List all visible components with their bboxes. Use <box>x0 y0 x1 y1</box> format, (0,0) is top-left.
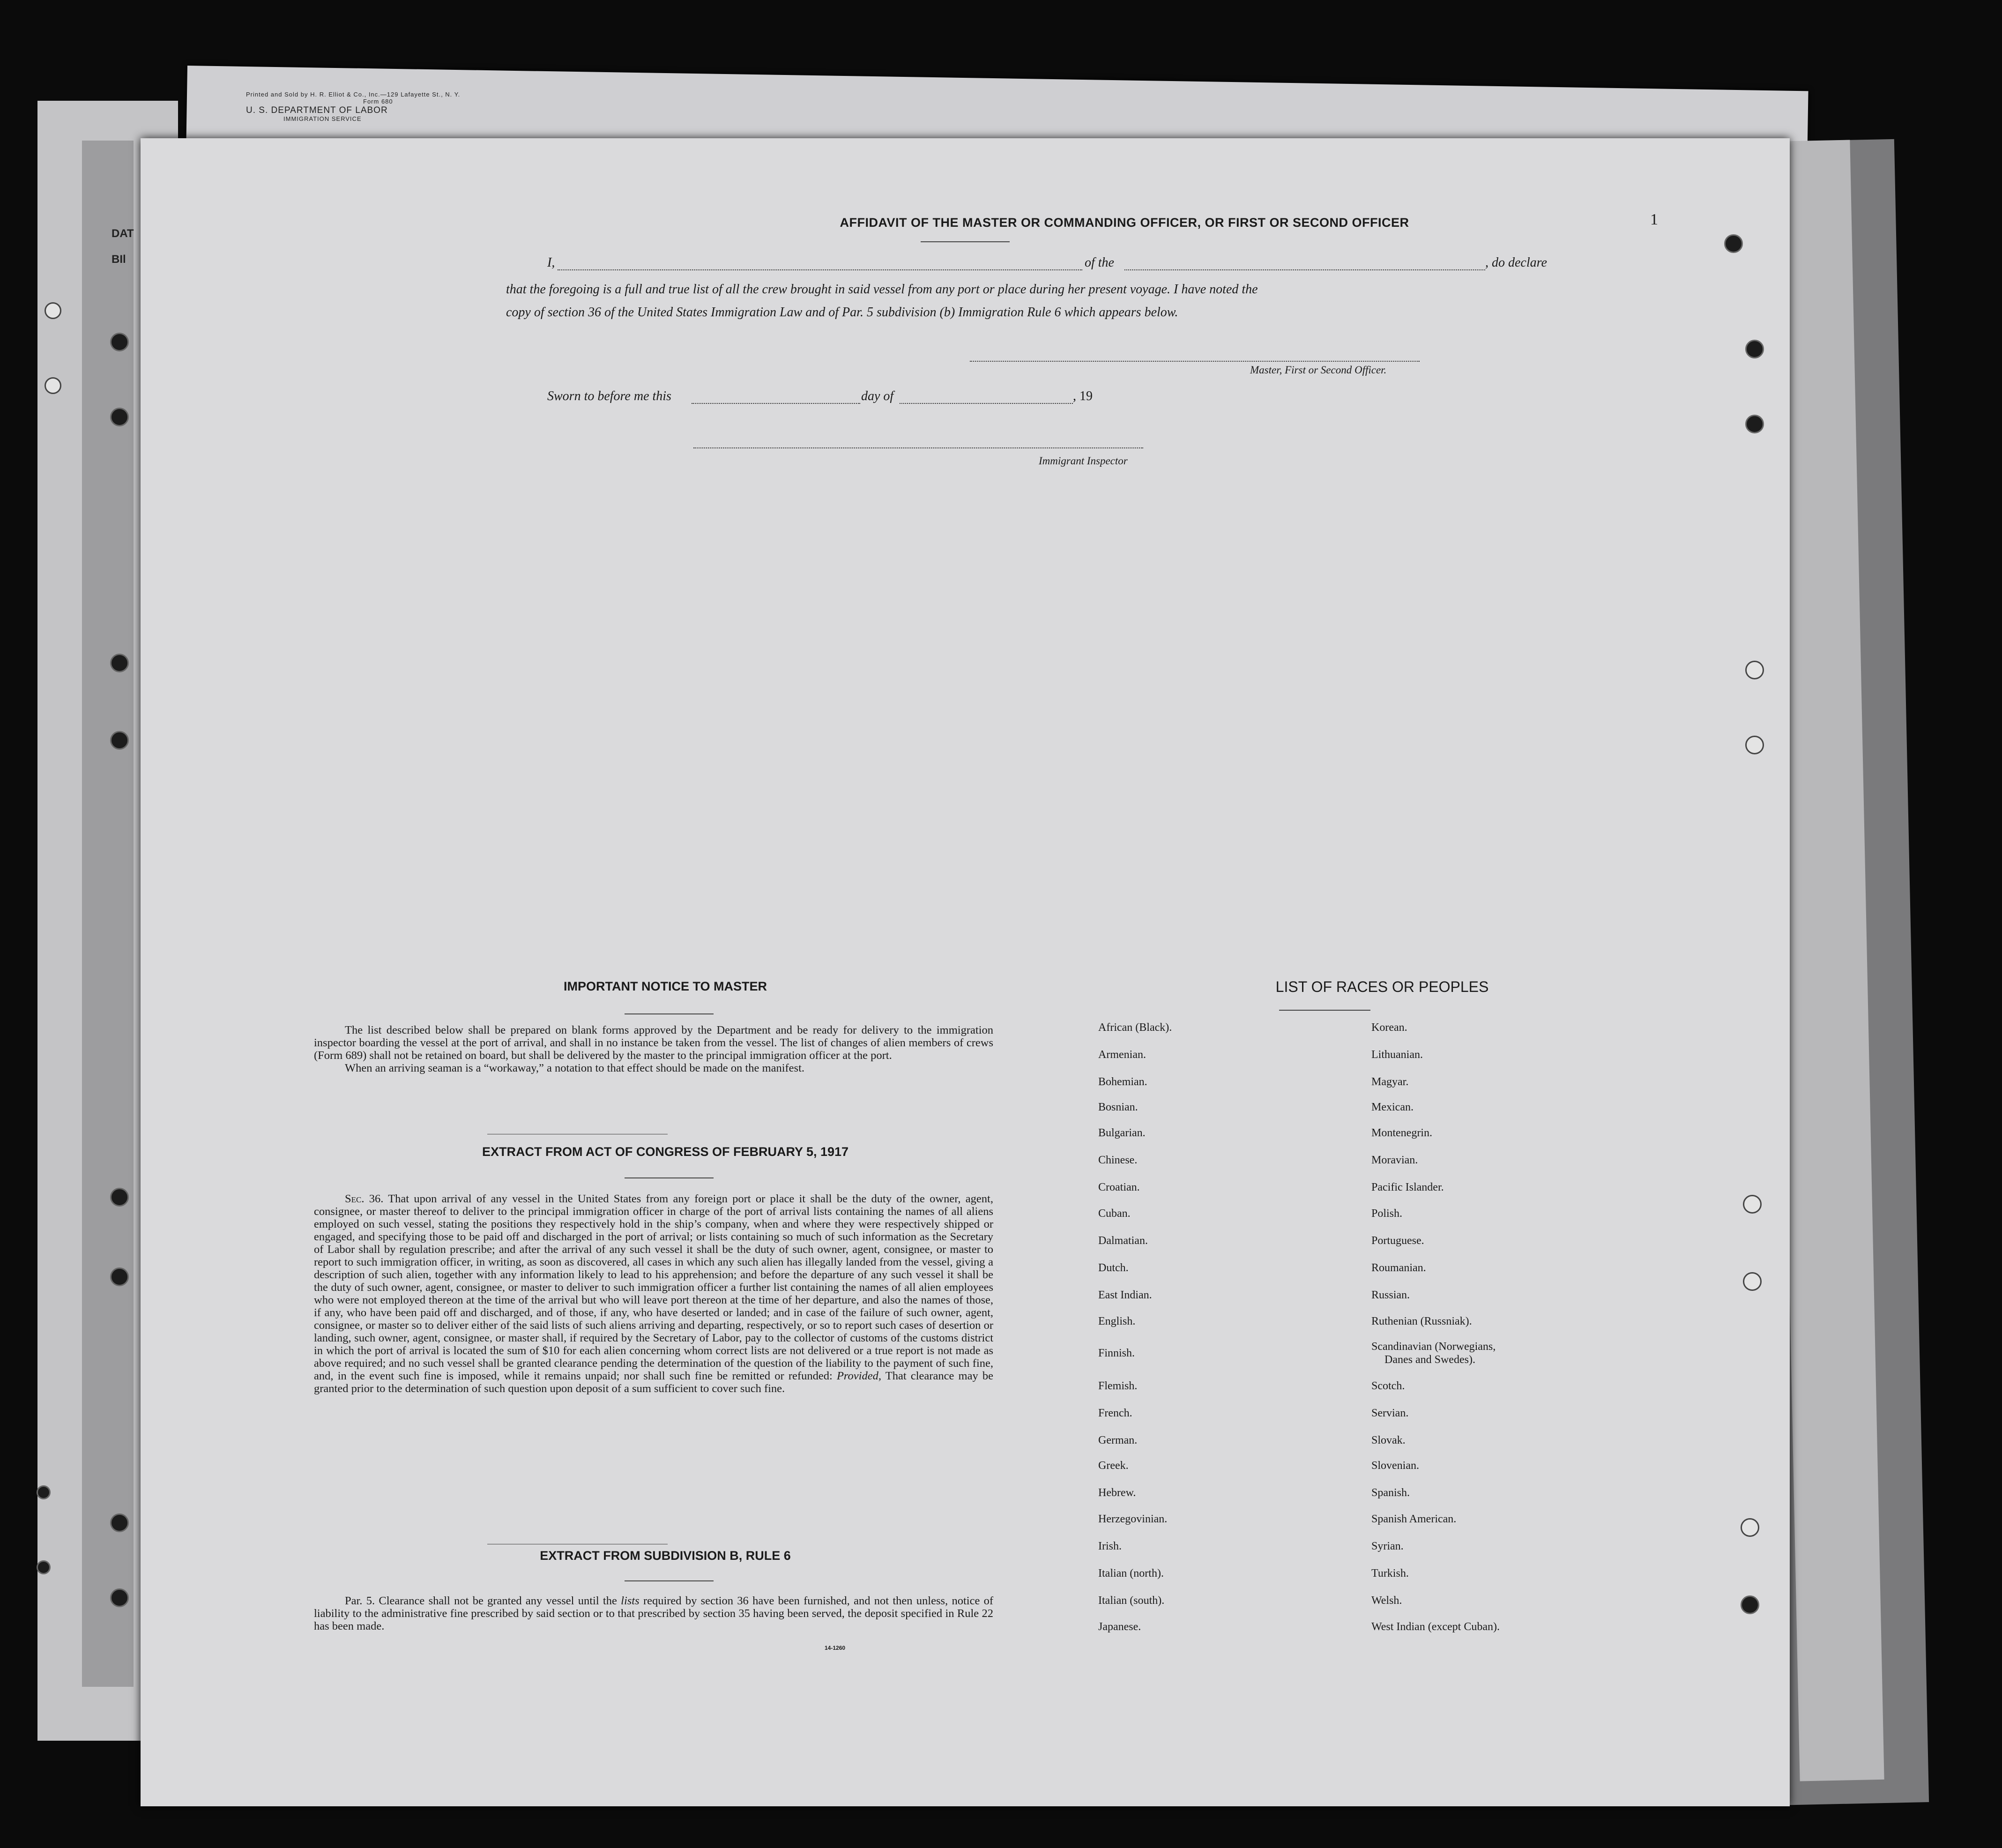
race-item: Mexican. <box>1371 1101 1414 1113</box>
binder-hole <box>1745 415 1764 433</box>
binder-hole <box>45 377 61 394</box>
race-item: Portuguese. <box>1371 1235 1424 1247</box>
master-signature-label: Master, First or Second Officer. <box>1250 364 1387 376</box>
race-item: German. <box>1098 1434 1138 1446</box>
race-item: French. <box>1098 1407 1132 1419</box>
extract-rule-rule <box>625 1580 714 1581</box>
race-item: African (Black). <box>1098 1021 1172 1034</box>
binder-hole <box>37 1560 51 1574</box>
provided-label: Provided, <box>836 1370 881 1382</box>
notice-paragraph: When an arriving seaman is a “workaway,” a notation to that effect should be made on the manifest. <box>345 1062 805 1074</box>
races-title-rule <box>1279 1010 1370 1011</box>
affidavit-line-3: copy of section 36 of the United States Immigration Law and of Par. 5 subdivision (b) Immigration Rule 6 which appears below. <box>506 305 1178 320</box>
race-item: English. <box>1098 1315 1136 1327</box>
race-item: Finnish. <box>1098 1347 1135 1359</box>
race-item: Scandinavian (Norwegians, <box>1371 1341 1496 1353</box>
notice-body <box>314 1024 993 1074</box>
race-item: Irish. <box>1098 1540 1122 1552</box>
races-title: LIST OF RACES OR PEOPLES <box>1275 978 1489 995</box>
rule-text-end: required by section 36 have been furnished, and not then unless, notice of liability to the administrative fine prescribed by said section or to that prescribed by section 35 having been served, the deposit specified in Rule 22 has been made. <box>314 1595 994 1632</box>
affidavit-page <box>141 138 1790 1806</box>
race-item: Spanish. <box>1371 1487 1410 1499</box>
binder-hole <box>1741 1595 1759 1614</box>
declarant-label: I, <box>547 255 555 270</box>
extract-act-rule <box>625 1177 714 1178</box>
declare-label: , do declare <box>1485 255 1547 270</box>
race-item-continuation: Danes and Swedes). <box>1384 1354 1475 1366</box>
race-item: Japanese. <box>1098 1621 1141 1633</box>
race-item: Montenegrin. <box>1371 1127 1432 1139</box>
race-item: Chinese. <box>1098 1154 1138 1166</box>
race-item: Armenian. <box>1098 1049 1146 1061</box>
form-number: Form 680 <box>363 97 393 105</box>
race-item: Bosnian. <box>1098 1101 1138 1113</box>
binder-hole <box>110 1267 129 1286</box>
race-item: Cuban. <box>1098 1207 1131 1220</box>
service-name: IMMIGRATION SERVICE <box>283 115 362 122</box>
binder-hole <box>110 1188 129 1207</box>
background-form-header <box>246 91 460 123</box>
section-label: Sec. 36. <box>345 1192 384 1205</box>
left-sheet-strip <box>82 141 134 1687</box>
notice-paragraph: The list described below shall be prepared on blank forms approved by the Department and be ready for delivery to the immigration inspector boarding the vessel at the port of arrival, and shall in no instance be taken from the vessel. The list of changes of alien members of crews (Form 689) shall not be retained on board, but shall be delivered by the master to the principal immigration officer at the port. <box>314 1024 993 1062</box>
sworn-month-field[interactable] <box>900 403 1073 404</box>
race-item: Roumanian. <box>1371 1262 1426 1274</box>
race-item: Bulgarian. <box>1098 1127 1146 1139</box>
sworn-label: Sworn to before me this <box>547 389 671 403</box>
binder-hole <box>110 333 129 351</box>
vessel-label: of the <box>1085 255 1114 270</box>
race-item: Italian (south). <box>1098 1595 1165 1607</box>
race-item: Scotch. <box>1371 1380 1405 1392</box>
section-36-text-end: That clearance may be granted prior to the determination of such question upon deposit of a sum sufficient to cover such fine. <box>314 1370 994 1395</box>
left-sheet-fragment: DAT <box>112 227 134 240</box>
sworn-day-field[interactable] <box>692 403 860 404</box>
race-item: Flemish. <box>1098 1380 1138 1392</box>
department-name: U. S. DEPARTMENT OF LABOR <box>246 105 388 115</box>
lists-label: lists <box>621 1595 640 1607</box>
race-item: Dutch. <box>1098 1262 1129 1274</box>
binder-hole <box>1745 340 1764 358</box>
race-item: Welsh. <box>1371 1595 1402 1607</box>
binder-hole <box>1743 1272 1762 1291</box>
extract-act-body <box>314 1192 993 1395</box>
race-item: Italian (north). <box>1098 1567 1164 1580</box>
affidavit-title: AFFIDAVIT OF THE MASTER OR COMMANDING OFFICER, OR FIRST OR SECOND OFFICER <box>840 216 1409 230</box>
race-item: Herzegovinian. <box>1098 1513 1168 1525</box>
vessel-name-field[interactable] <box>1124 269 1485 270</box>
year-label: , 19 <box>1073 389 1093 403</box>
race-item: Croatian. <box>1098 1181 1140 1193</box>
binder-hole <box>1743 1195 1762 1214</box>
section-36-text: That upon arrival of any vessel in the United States from any foreign port or place it shall be the duty of the owner, agent, consignee, or master thereof to deliver to the principal immigration officer in charge of the port of arrival lists containing the names of all aliens employed on such vessel, stating the positions they respectively hold in the ship’s company, when and where they were respectively shipped or engaged, and specifying those to be paid off and discharged in the port of arrival; or lists containing so much of such information as the Secretary of Labor shall by regulation prescribe; and after the arrival of any such vessel it shall be the duty of such owner, agent, consignee, or master to report to such immigration officer, in writing, as soon as discovered, all cases in which any such alien has illegally landed from the vessel, giving a description of such alien, together with any information likely to lead to his apprehension; and before the departure of any such vessel it shall be the duty of such owner, agent, consignee, or master to deliver to such immigration officer a further list containing the names of all alien employees who were not employed thereon at the time of the arrival but who will leave port thereon at the time of her departure, and also the names of those, if any, who have been paid off and discharged, and of those, if any, who have deserted or landed; and in case of the failure of such owner, agent, consignee, or master so to deliver either of the said lists of such aliens arriving and departing, respectively, or so to report such cases of desertion or landing, such owner, agent, consignee, or master shall, if required by the Secretary of Labor, pay to the collector of customs of the customs district in which the port of arrival is located the sum of $10 for each alien concerning whom correct lists are not delivered or a true report is not made as above required; and no such vessel shall be granted clearance pending the determination of the question of the liability to the payment of such fine, and, in the event such fine is imposed, while it remains unpaid; nor shall such fine be remitted or refunded: <box>314 1192 993 1382</box>
declarant-name-field[interactable] <box>558 269 1082 270</box>
binder-hole <box>37 1485 51 1499</box>
binder-hole <box>110 1513 129 1532</box>
inspector-signature-field[interactable] <box>693 447 1143 448</box>
rule-text-start: Par. 5. Clearance shall not be granted any vessel until the <box>345 1595 617 1607</box>
race-item: Syrian. <box>1371 1540 1404 1552</box>
page-number: 1 <box>1650 211 1658 228</box>
race-item: Korean. <box>1371 1021 1407 1034</box>
notice-title: IMPORTANT NOTICE TO MASTER <box>564 979 767 993</box>
affidavit-line-2: that the foregoing is a full and true list of all the crew brought in said vessel from any port or place during her present voyage. I have noted the <box>506 282 1258 297</box>
binder-hole <box>110 731 129 750</box>
race-item: Spanish American. <box>1371 1513 1457 1525</box>
binder-hole <box>1745 661 1764 679</box>
race-item: Hebrew. <box>1098 1487 1136 1499</box>
binder-hole <box>110 654 129 672</box>
extract-rule-title: EXTRACT FROM SUBDIVISION B, RULE 6 <box>540 1549 791 1563</box>
inspector-label: Immigrant Inspector <box>1039 455 1128 467</box>
extract-act-title: EXTRACT FROM ACT OF CONGRESS OF FEBRUARY 5, 1917 <box>482 1145 849 1159</box>
notice-title-rule <box>625 1013 714 1014</box>
race-item: Pacific Islander. <box>1371 1181 1444 1193</box>
binder-hole <box>1741 1518 1759 1537</box>
race-item: West Indian (except Cuban). <box>1371 1621 1500 1633</box>
print-code: 14-1260 <box>825 1645 846 1651</box>
race-item: Bohemian. <box>1098 1076 1147 1088</box>
binder-hole <box>110 1588 129 1607</box>
race-item: Russian. <box>1371 1289 1410 1301</box>
race-item: Servian. <box>1371 1407 1409 1419</box>
race-item: Greek. <box>1098 1460 1129 1472</box>
race-item: Moravian. <box>1371 1154 1418 1166</box>
left-sheet-fragment: BIl <box>112 253 126 266</box>
race-item: Dalmatian. <box>1098 1235 1148 1247</box>
title-rule <box>921 241 1010 242</box>
race-item: Slovenian. <box>1371 1460 1419 1472</box>
race-item: Turkish. <box>1371 1567 1409 1580</box>
race-item: Ruthenian (Russniak). <box>1371 1315 1472 1327</box>
binder-hole <box>1745 736 1764 754</box>
binder-hole <box>1724 234 1743 253</box>
master-signature-field[interactable] <box>970 361 1420 362</box>
printer-line: Printed and Sold by H. R. Elliot & Co., Inc.—129 Lafayette St., N. Y. <box>246 91 461 98</box>
race-item: Magyar. <box>1371 1076 1409 1088</box>
race-item: Slovak. <box>1371 1434 1406 1446</box>
binder-hole <box>45 302 61 319</box>
binder-hole <box>110 408 129 426</box>
race-item: East Indian. <box>1098 1289 1152 1301</box>
day-of-label: day of <box>861 389 894 403</box>
race-item: Polish. <box>1371 1207 1403 1220</box>
extract-rule-body <box>314 1595 993 1632</box>
race-item: Lithuanian. <box>1371 1049 1423 1061</box>
